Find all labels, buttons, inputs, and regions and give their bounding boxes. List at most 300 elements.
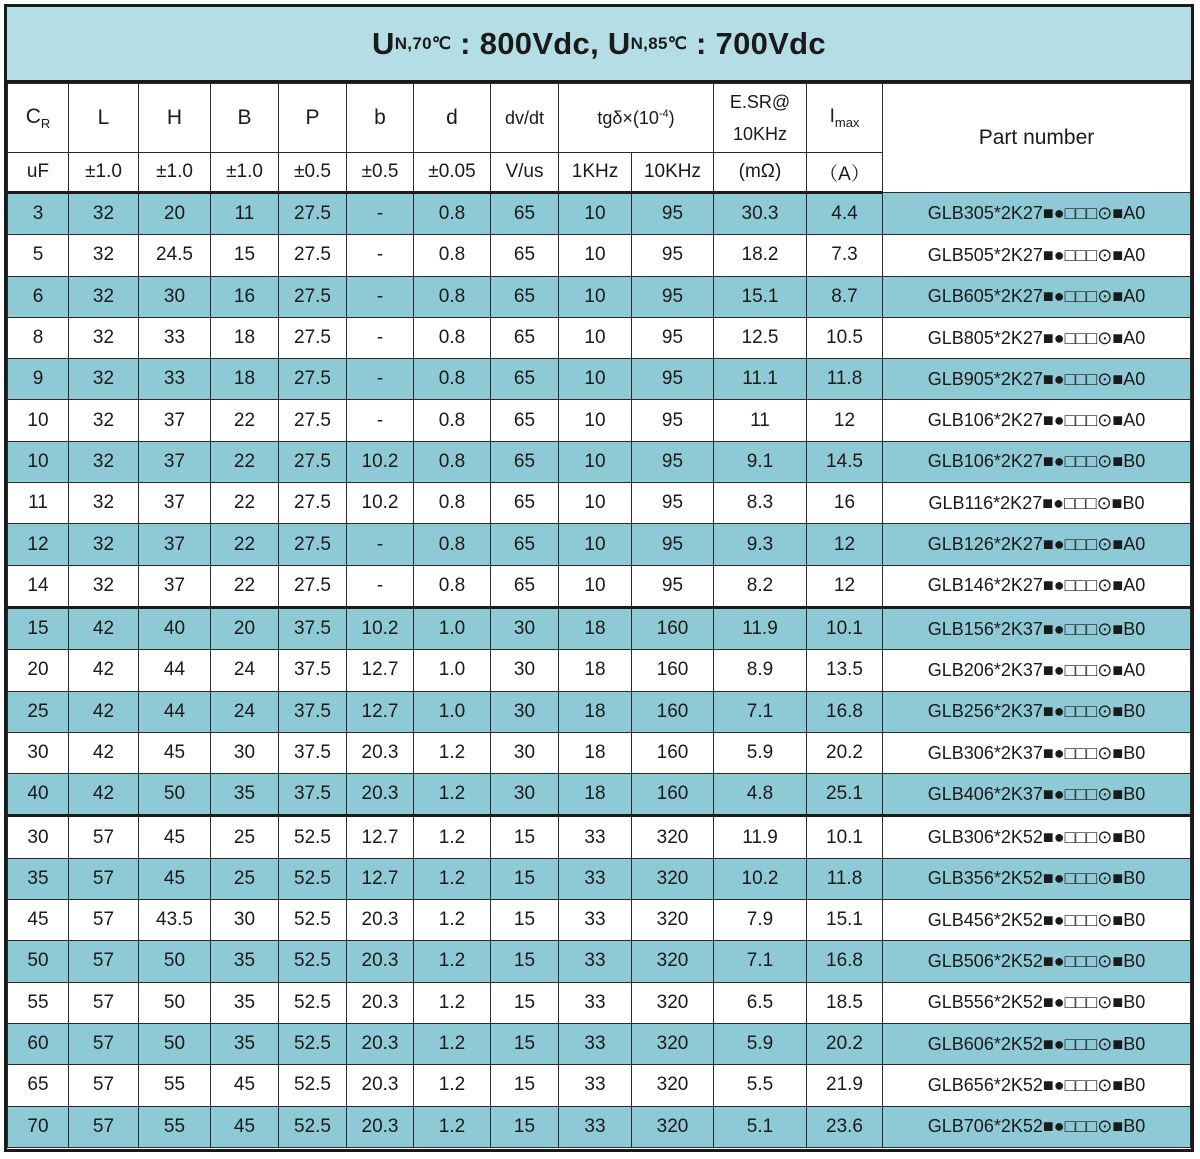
part-number-cell: GLB106*2K27■●□□□⊙■A0 xyxy=(883,400,1191,441)
table-cell: 0.8 xyxy=(414,400,491,441)
table-cell: 33 xyxy=(559,982,632,1023)
table-cell: 10 xyxy=(8,400,69,441)
part-number-cell: GLB156*2K37■●□□□⊙■B0 xyxy=(883,607,1191,649)
table-cell: 12 xyxy=(807,524,883,565)
unit-10khz: 10KHz xyxy=(632,153,714,193)
table-cell: 3 xyxy=(8,193,69,235)
table-cell: 14 xyxy=(8,565,69,607)
table-cell: 27.5 xyxy=(279,359,347,400)
part-number-cell: GLB605*2K27■●□□□⊙■A0 xyxy=(883,276,1191,317)
table-cell: 10 xyxy=(559,483,632,524)
table-cell: 42 xyxy=(69,607,139,649)
table-cell: 57 xyxy=(69,1023,139,1064)
table-cell: - xyxy=(347,317,414,358)
table-cell: 15 xyxy=(491,1106,559,1147)
table-cell: 37 xyxy=(139,565,211,607)
part-number-cell: GLB305*2K27■●□□□⊙■A0 xyxy=(883,193,1191,235)
table-cell: 7.3 xyxy=(807,235,883,276)
table-cell: 33 xyxy=(559,1023,632,1064)
table-cell: 32 xyxy=(69,317,139,358)
table-cell: 12 xyxy=(8,524,69,565)
table-cell: 22 xyxy=(211,441,279,482)
table-cell: 15 xyxy=(491,1065,559,1106)
table-cell: 52.5 xyxy=(279,1023,347,1064)
table-cell: 65 xyxy=(491,441,559,482)
table-cell: 95 xyxy=(632,276,714,317)
part-number-cell: GLB406*2K37■●□□□⊙■B0 xyxy=(883,774,1191,816)
table-cell: 22 xyxy=(211,524,279,565)
table-cell: 30 xyxy=(491,607,559,649)
table-cell: 55 xyxy=(8,982,69,1023)
table-row xyxy=(8,858,1191,899)
table-cell: 32 xyxy=(69,524,139,565)
table-cell: 95 xyxy=(632,565,714,607)
table-cell: 43.5 xyxy=(139,900,211,941)
table-row xyxy=(8,483,1191,524)
table-row xyxy=(8,732,1191,773)
table-cell: 33 xyxy=(559,816,632,858)
table-cell: 18.2 xyxy=(714,235,807,276)
table-cell: 30 xyxy=(491,650,559,691)
table-cell: 12.7 xyxy=(347,691,414,732)
table-cell: 20.3 xyxy=(347,982,414,1023)
table-cell: 52.5 xyxy=(279,816,347,858)
table-cell: 8.9 xyxy=(714,650,807,691)
header-imax: $I_{max}$ xyxy=(807,84,883,153)
unit-p: ±0.5 xyxy=(279,153,347,193)
header-b-upper: B xyxy=(211,84,279,153)
table-row xyxy=(8,1106,1191,1147)
table-cell: 25 xyxy=(211,816,279,858)
table-cell: 15 xyxy=(491,1023,559,1064)
table-cell: 95 xyxy=(632,524,714,565)
table-cell: 30.3 xyxy=(714,193,807,235)
table-cell: 95 xyxy=(632,235,714,276)
table-cell: 14.5 xyxy=(807,441,883,482)
table-cell: 95 xyxy=(632,400,714,441)
table-cell: 20.3 xyxy=(347,941,414,982)
table-cell: 8 xyxy=(8,317,69,358)
unit-1khz: 1KHz xyxy=(559,153,632,193)
table-cell: 27.5 xyxy=(279,483,347,524)
table-cell: 37 xyxy=(139,524,211,565)
table-cell: 37.5 xyxy=(279,650,347,691)
table-cell: 11.1 xyxy=(714,359,807,400)
table-cell: 11.8 xyxy=(807,858,883,899)
table-cell: 1.2 xyxy=(414,732,491,773)
table-cell: 7.1 xyxy=(714,941,807,982)
table-cell: 35 xyxy=(8,858,69,899)
part-number-cell: GLB805*2K27■●□□□⊙■A0 xyxy=(883,317,1191,358)
table-cell: 30 xyxy=(8,732,69,773)
header-l: L xyxy=(69,84,139,153)
table-cell: 1.2 xyxy=(414,816,491,858)
table-cell: 10 xyxy=(559,276,632,317)
table-cell: 1.0 xyxy=(414,691,491,732)
header-part-number: Part number xyxy=(883,84,1191,193)
part-number-cell: GLB126*2K27■●□□□⊙■A0 xyxy=(883,524,1191,565)
table-cell: 13.5 xyxy=(807,650,883,691)
table-cell: 1.0 xyxy=(414,650,491,691)
table-cell: 32 xyxy=(69,441,139,482)
table-cell: 50 xyxy=(8,941,69,982)
table-cell: 30 xyxy=(211,900,279,941)
part-number-cell: GLB306*2K37■●□□□⊙■B0 xyxy=(883,732,1191,773)
table-cell: 65 xyxy=(8,1065,69,1106)
table-cell: 10 xyxy=(559,317,632,358)
table-cell: 30 xyxy=(491,774,559,816)
unit-d: ±0.05 xyxy=(414,153,491,193)
title-end: : 700Vdc xyxy=(687,25,826,61)
table-cell: 10 xyxy=(559,235,632,276)
header-b-lower: b xyxy=(347,84,414,153)
table-row xyxy=(8,900,1191,941)
table-cell: 11 xyxy=(714,400,807,441)
table-cell: 11 xyxy=(8,483,69,524)
part-number-cell: GLB706*2K52■●□□□⊙■B0 xyxy=(883,1106,1191,1147)
table-cell: 32 xyxy=(69,565,139,607)
table-cell: 20.3 xyxy=(347,732,414,773)
table-cell: 57 xyxy=(69,900,139,941)
table-cell: 40 xyxy=(139,607,211,649)
table-cell: 0.8 xyxy=(414,235,491,276)
table-cell: 23.6 xyxy=(807,1106,883,1147)
table-cell: 27.5 xyxy=(279,441,347,482)
table-row xyxy=(8,1023,1191,1064)
table-cell: 52.5 xyxy=(279,858,347,899)
table-cell: 35 xyxy=(211,1023,279,1064)
table-cell: 18 xyxy=(559,774,632,816)
table-cell: 30 xyxy=(211,732,279,773)
table-cell: - xyxy=(347,359,414,400)
table-cell: 1.2 xyxy=(414,900,491,941)
header-row xyxy=(8,84,1191,153)
table-cell: 60 xyxy=(8,1023,69,1064)
table-cell: 65 xyxy=(491,193,559,235)
table-cell: 33 xyxy=(559,1106,632,1147)
table-cell: 40 xyxy=(8,774,69,816)
table-cell: - xyxy=(347,565,414,607)
part-number-cell: GLB206*2K37■●□□□⊙■A0 xyxy=(883,650,1191,691)
table-row xyxy=(8,359,1191,400)
unit-b-upper: ±1.0 xyxy=(211,153,279,193)
table-cell: 12 xyxy=(807,400,883,441)
table-cell: 0.8 xyxy=(414,359,491,400)
part-number-cell: GLB306*2K52■●□□□⊙■B0 xyxy=(883,816,1191,858)
table-cell: 35 xyxy=(211,982,279,1023)
table-cell: 95 xyxy=(632,193,714,235)
table-cell: 32 xyxy=(69,483,139,524)
table-cell: 25 xyxy=(211,858,279,899)
table-cell: 15 xyxy=(491,900,559,941)
table-cell: 10 xyxy=(559,524,632,565)
part-number-cell: GLB505*2K27■●□□□⊙■A0 xyxy=(883,235,1191,276)
unit-esr: (mΩ) xyxy=(714,153,807,193)
header-cr: $C_R$ xyxy=(8,84,69,153)
table-cell: 0.8 xyxy=(414,483,491,524)
table-cell: 20.3 xyxy=(347,1106,414,1147)
table-row xyxy=(8,607,1191,649)
unit-l: ±1.0 xyxy=(69,153,139,193)
table-cell: 20.2 xyxy=(807,732,883,773)
table-cell: 1.2 xyxy=(414,982,491,1023)
table-cell: 37 xyxy=(139,441,211,482)
table-cell: 65 xyxy=(491,524,559,565)
table-cell: 160 xyxy=(632,650,714,691)
table-cell: 30 xyxy=(8,816,69,858)
table-cell: 160 xyxy=(632,607,714,649)
table-cell: 1.0 xyxy=(414,607,491,649)
table-cell: 5.5 xyxy=(714,1065,807,1106)
table-cell: 10 xyxy=(559,359,632,400)
table-cell: 10.5 xyxy=(807,317,883,358)
table-cell: 18 xyxy=(211,317,279,358)
table-row xyxy=(8,650,1191,691)
table-cell: 24 xyxy=(211,691,279,732)
part-number-cell: GLB656*2K52■●□□□⊙■B0 xyxy=(883,1065,1191,1106)
table-cell: 10.2 xyxy=(347,607,414,649)
table-cell: 12.7 xyxy=(347,650,414,691)
table-cell: 320 xyxy=(632,1106,714,1147)
table-cell: 320 xyxy=(632,900,714,941)
table-cell: 320 xyxy=(632,1065,714,1106)
table-cell: 52.5 xyxy=(279,1106,347,1147)
table-cell: 1.2 xyxy=(414,858,491,899)
table-cell: 45 xyxy=(211,1065,279,1106)
table-cell: 11 xyxy=(211,193,279,235)
table-cell: 32 xyxy=(69,276,139,317)
table-cell: 15 xyxy=(491,941,559,982)
table-row xyxy=(8,1065,1191,1106)
table-row xyxy=(8,565,1191,607)
table-cell: 12.7 xyxy=(347,816,414,858)
capacitor-spec-table xyxy=(7,83,1191,1148)
part-number-cell: GLB556*2K52■●□□□⊙■B0 xyxy=(883,982,1191,1023)
table-cell: 44 xyxy=(139,691,211,732)
table-cell: 18 xyxy=(211,359,279,400)
table-cell: 16 xyxy=(807,483,883,524)
table-cell: 37.5 xyxy=(279,774,347,816)
table-cell: 12.7 xyxy=(347,858,414,899)
table-cell: 9.1 xyxy=(714,441,807,482)
table-cell: - xyxy=(347,235,414,276)
table-cell: 27.5 xyxy=(279,235,347,276)
table-cell: 7.9 xyxy=(714,900,807,941)
table-cell: 32 xyxy=(69,400,139,441)
table-cell: 10 xyxy=(8,441,69,482)
table-cell: 15 xyxy=(491,858,559,899)
part-number-cell: GLB356*2K52■●□□□⊙■B0 xyxy=(883,858,1191,899)
table-cell: 65 xyxy=(491,400,559,441)
table-cell: 50 xyxy=(139,941,211,982)
table-row xyxy=(8,941,1191,982)
table-cell: - xyxy=(347,193,414,235)
table-cell: 8.3 xyxy=(714,483,807,524)
title-sub2: N,85℃ xyxy=(630,33,688,53)
table-cell: 95 xyxy=(632,441,714,482)
table-cell: 18.5 xyxy=(807,982,883,1023)
table-cell: 160 xyxy=(632,774,714,816)
part-number-cell: GLB116*2K27■●□□□⊙■B0 xyxy=(883,483,1191,524)
table-cell: 22 xyxy=(211,565,279,607)
table-cell: 20.3 xyxy=(347,1023,414,1064)
table-cell: 11.9 xyxy=(714,607,807,649)
table-cell: 57 xyxy=(69,1106,139,1147)
table-cell: 57 xyxy=(69,816,139,858)
table-cell: 33 xyxy=(139,317,211,358)
table-cell: 11.9 xyxy=(714,816,807,858)
table-cell: 35 xyxy=(211,941,279,982)
table-cell: 15.1 xyxy=(714,276,807,317)
table-cell: 30 xyxy=(491,732,559,773)
table-cell: 95 xyxy=(632,483,714,524)
table-cell: 0.8 xyxy=(414,565,491,607)
table-cell: - xyxy=(347,524,414,565)
table-cell: 35 xyxy=(211,774,279,816)
header-tg-delta: $tg\delta\times(10^{-4})$ xyxy=(559,84,714,153)
voltage-title xyxy=(7,7,1191,83)
table-cell: 52.5 xyxy=(279,941,347,982)
part-number-cell: GLB456*2K52■●□□□⊙■B0 xyxy=(883,900,1191,941)
table-cell: 0.8 xyxy=(414,441,491,482)
table-cell: 18 xyxy=(559,691,632,732)
table-row xyxy=(8,982,1191,1023)
table-cell: 1.2 xyxy=(414,1106,491,1147)
table-cell: 5 xyxy=(8,235,69,276)
table-row xyxy=(8,774,1191,816)
table-cell: 30 xyxy=(491,691,559,732)
table-cell: 16.8 xyxy=(807,691,883,732)
table-cell: 24 xyxy=(211,650,279,691)
table-cell: 20.3 xyxy=(347,900,414,941)
table-cell: 12 xyxy=(807,565,883,607)
table-cell: 65 xyxy=(491,317,559,358)
table-row xyxy=(8,235,1191,276)
table-row xyxy=(8,524,1191,565)
table-row xyxy=(8,317,1191,358)
table-cell: 10.2 xyxy=(347,441,414,482)
table-cell: 45 xyxy=(139,858,211,899)
table-cell: 32 xyxy=(69,235,139,276)
unit-b-lower: ±0.5 xyxy=(347,153,414,193)
table-cell: 0.8 xyxy=(414,276,491,317)
table-row xyxy=(8,816,1191,858)
unit-imax: （A） xyxy=(807,153,883,193)
table-cell: 27.5 xyxy=(279,276,347,317)
table-cell: 20.3 xyxy=(347,1065,414,1106)
table-cell: 320 xyxy=(632,982,714,1023)
table-cell: 57 xyxy=(69,941,139,982)
part-number-cell: GLB506*2K52■●□□□⊙■B0 xyxy=(883,941,1191,982)
header-p: P xyxy=(279,84,347,153)
table-cell: 57 xyxy=(69,858,139,899)
table-cell: 4.8 xyxy=(714,774,807,816)
unit-h: ±1.0 xyxy=(139,153,211,193)
table-cell: 11.8 xyxy=(807,359,883,400)
table-cell: 18 xyxy=(559,607,632,649)
table-cell: 33 xyxy=(559,900,632,941)
table-cell: 95 xyxy=(632,317,714,358)
table-cell: 27.5 xyxy=(279,524,347,565)
table-cell: 20 xyxy=(211,607,279,649)
table-cell: 57 xyxy=(69,1065,139,1106)
table-cell: 8.2 xyxy=(714,565,807,607)
table-cell: 37.5 xyxy=(279,607,347,649)
table-cell: 65 xyxy=(491,235,559,276)
table-cell: 70 xyxy=(8,1106,69,1147)
table-cell: 65 xyxy=(491,276,559,317)
table-row xyxy=(8,400,1191,441)
table-cell: 44 xyxy=(139,650,211,691)
table-cell: 33 xyxy=(559,1065,632,1106)
table-cell: 1.2 xyxy=(414,1065,491,1106)
table-cell: 160 xyxy=(632,691,714,732)
table-row xyxy=(8,691,1191,732)
table-cell: 10.2 xyxy=(714,858,807,899)
table-row xyxy=(8,441,1191,482)
table-cell: 22 xyxy=(211,483,279,524)
table-cell: 320 xyxy=(632,941,714,982)
table-cell: 5.1 xyxy=(714,1106,807,1147)
table-cell: 0.8 xyxy=(414,193,491,235)
table-cell: 5.9 xyxy=(714,1023,807,1064)
table-cell: 0.8 xyxy=(414,317,491,358)
table-cell: 32 xyxy=(69,193,139,235)
table-cell: 16 xyxy=(211,276,279,317)
table-cell: 15 xyxy=(8,607,69,649)
table-cell: 65 xyxy=(491,483,559,524)
table-cell: 12.5 xyxy=(714,317,807,358)
table-cell: 45 xyxy=(8,900,69,941)
table-cell: 45 xyxy=(211,1106,279,1147)
part-number-cell: GLB106*2K27■●□□□⊙■B0 xyxy=(883,441,1191,482)
title-sub1: N,70℃ xyxy=(394,33,452,53)
table-cell: 9 xyxy=(8,359,69,400)
header-h: H xyxy=(139,84,211,153)
table-cell: 10.2 xyxy=(347,483,414,524)
table-cell: 55 xyxy=(139,1106,211,1147)
table-cell: 15.1 xyxy=(807,900,883,941)
header-d: d xyxy=(414,84,491,153)
table-cell: 42 xyxy=(69,774,139,816)
title-u1: U xyxy=(372,25,395,61)
table-cell: 55 xyxy=(139,1065,211,1106)
table-cell: 42 xyxy=(69,732,139,773)
table-cell: 65 xyxy=(491,565,559,607)
table-cell: 20.3 xyxy=(347,774,414,816)
table-row xyxy=(8,193,1191,235)
table-cell: 42 xyxy=(69,691,139,732)
table-cell: 33 xyxy=(559,941,632,982)
table-cell: 10.1 xyxy=(807,816,883,858)
table-cell: 27.5 xyxy=(279,565,347,607)
table-cell: 0.8 xyxy=(414,524,491,565)
spec-table-frame xyxy=(4,4,1194,1152)
table-cell: 37.5 xyxy=(279,691,347,732)
table-cell: 27.5 xyxy=(279,400,347,441)
table-cell: 45 xyxy=(139,816,211,858)
table-cell: 27.5 xyxy=(279,193,347,235)
table-cell: 57 xyxy=(69,982,139,1023)
table-cell: 22 xyxy=(211,400,279,441)
table-cell: 20 xyxy=(139,193,211,235)
table-cell: 95 xyxy=(632,359,714,400)
table-cell: 10.1 xyxy=(807,607,883,649)
table-cell: 6 xyxy=(8,276,69,317)
part-number-cell: GLB606*2K52■●□□□⊙■B0 xyxy=(883,1023,1191,1064)
table-cell: 15 xyxy=(491,816,559,858)
table-cell: 25.1 xyxy=(807,774,883,816)
